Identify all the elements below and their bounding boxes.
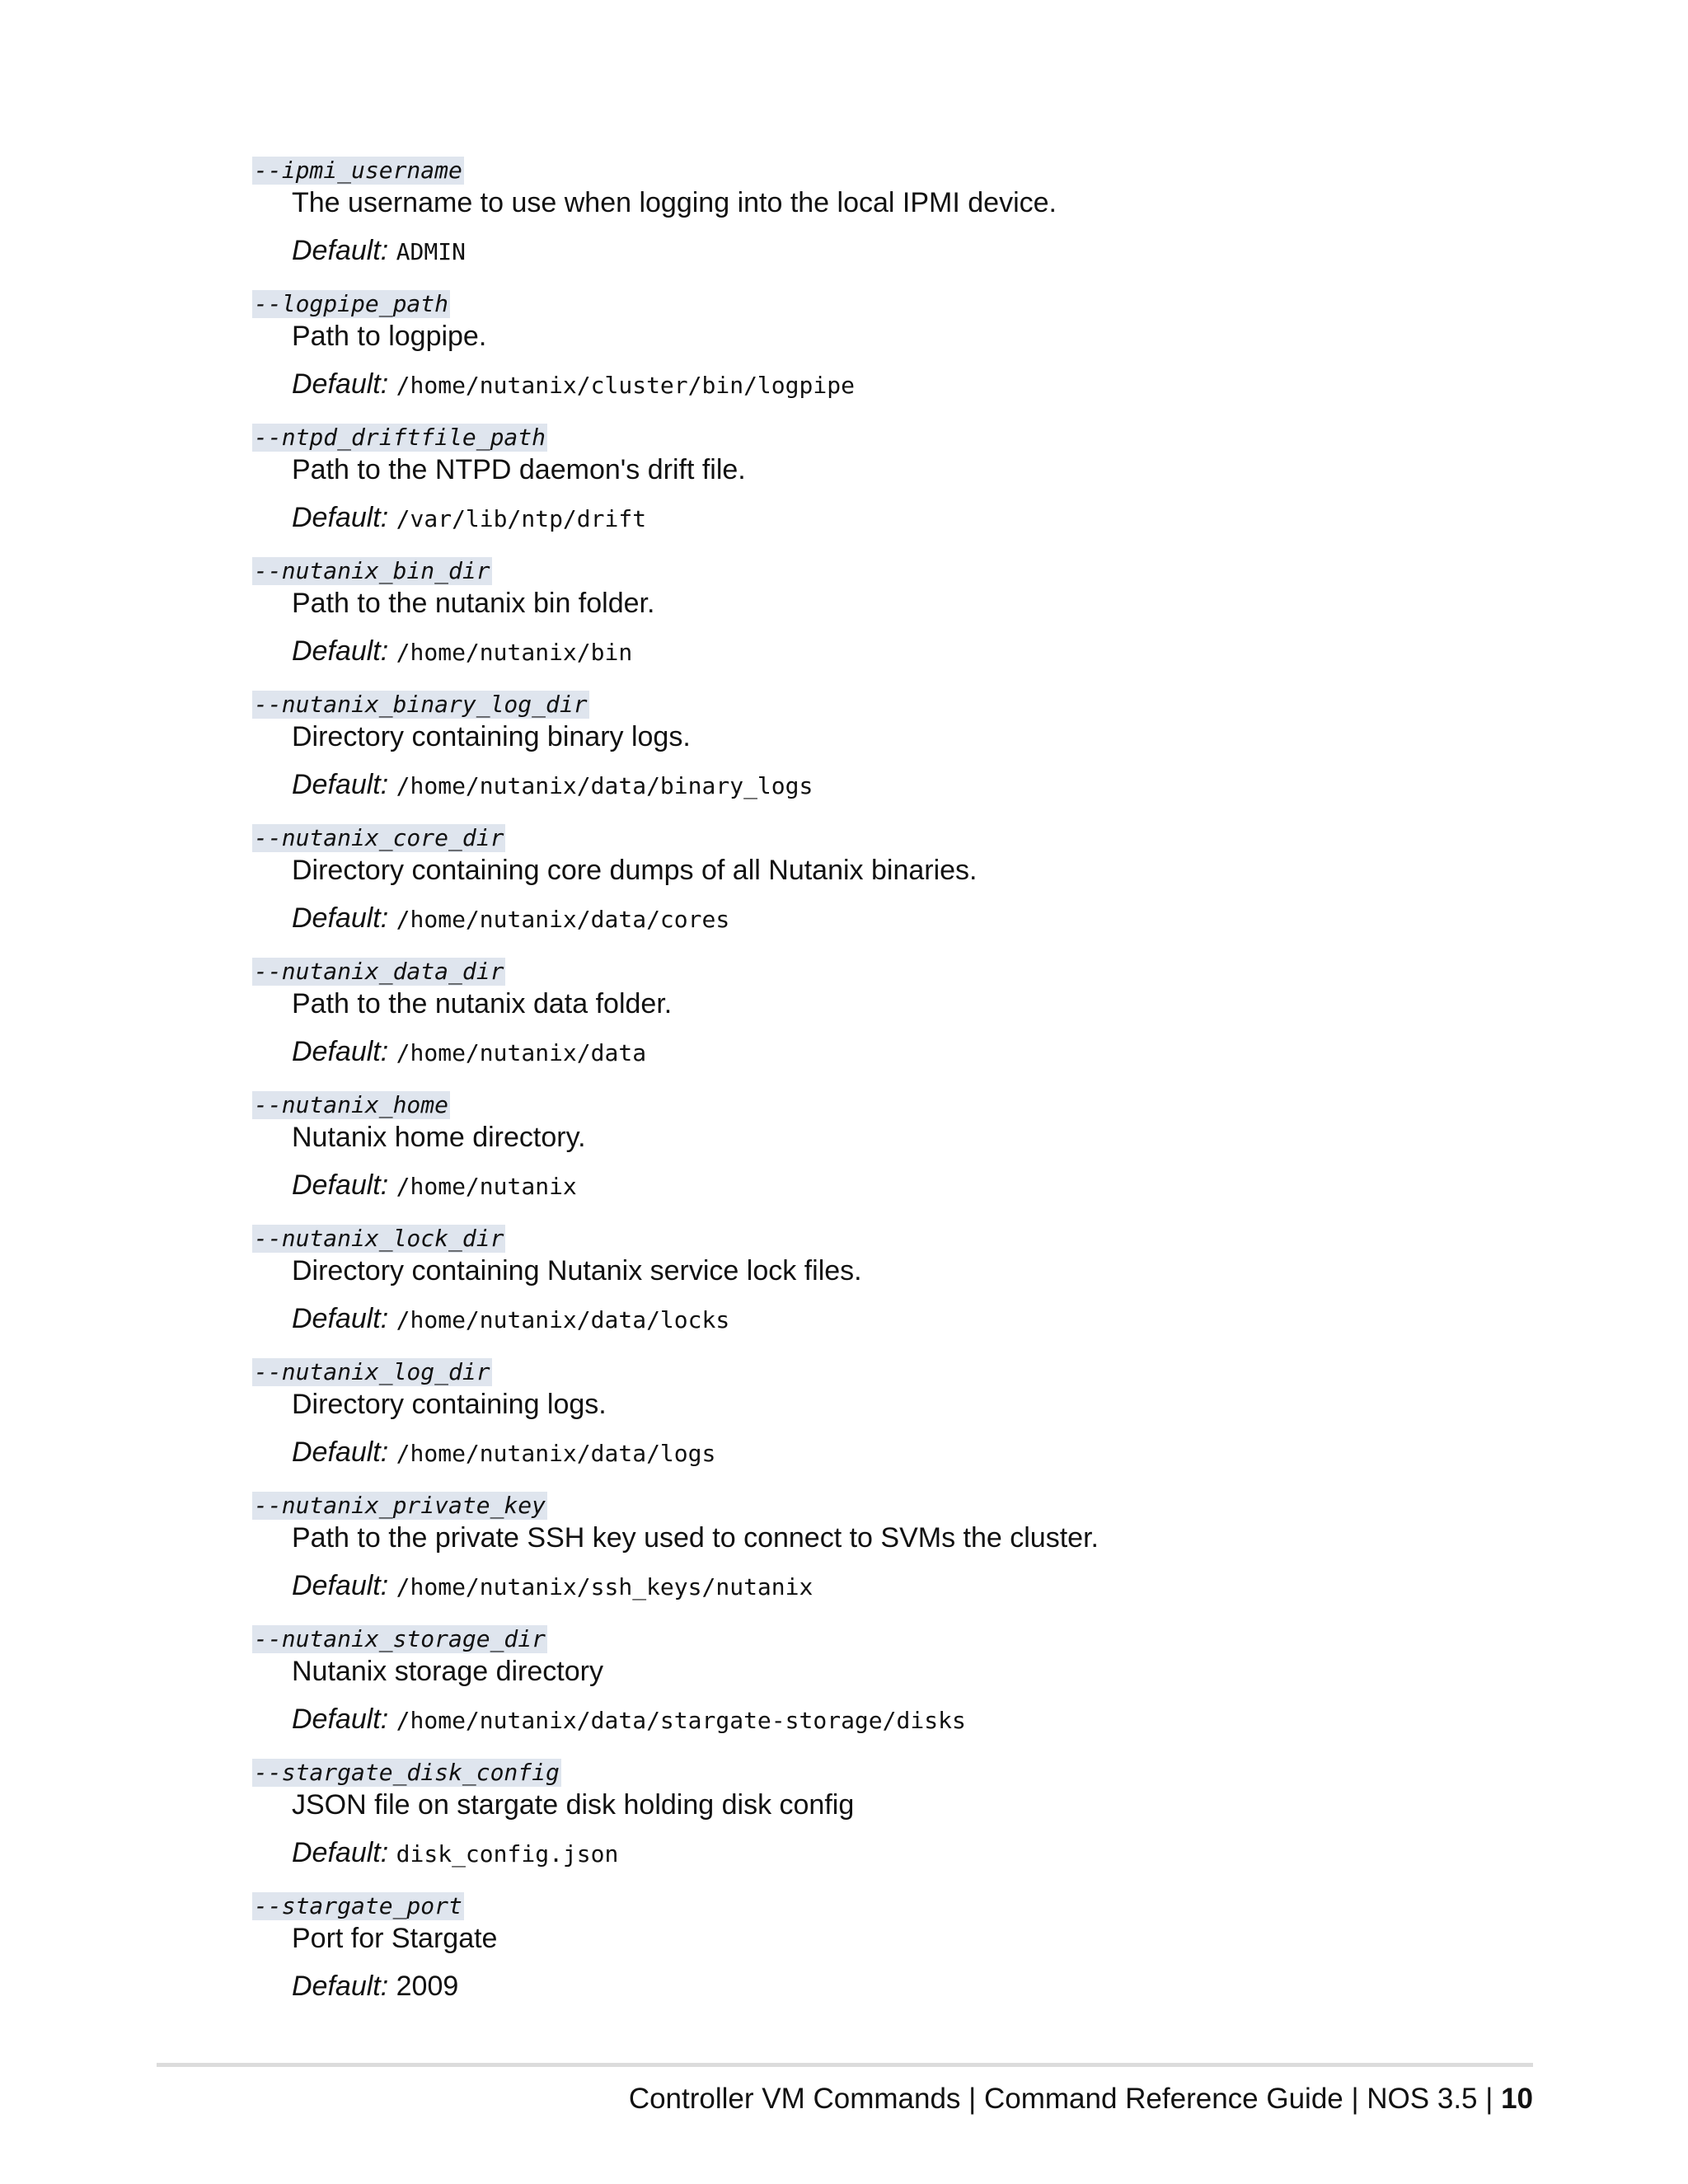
default-value: 2009 <box>396 1971 459 2002</box>
default-value: /home/nutanix/data/locks <box>396 1306 730 1333</box>
option-entry <box>252 691 1538 824</box>
default-value: /home/nutanix/data/stargate-storage/disks <box>396 1707 966 1734</box>
option-description: The username to use when logging into the local IPMI device. <box>292 187 1057 218</box>
option-flag: --nutanix_lock_dir <box>254 1225 504 1252</box>
option-flag: --nutanix_bin_dir <box>254 557 490 584</box>
default-value: /var/lib/ntp/drift <box>396 505 647 532</box>
default-value: /home/nutanix/ssh_keys/nutanix <box>396 1573 814 1601</box>
page-footer <box>629 2081 1533 2117</box>
option-default <box>292 1033 1538 1071</box>
default-value: /home/nutanix/bin <box>396 639 633 666</box>
option-flag: --ipmi_username <box>254 157 462 184</box>
option-description: Port for Stargate <box>292 1923 498 1954</box>
option-entry <box>252 824 1538 958</box>
option-default <box>292 1434 1538 1472</box>
default-value: /home/nutanix/data/binary_logs <box>396 772 814 799</box>
option-flag: --nutanix_storage_dir <box>254 1625 546 1652</box>
default-label: Default: <box>292 1704 389 1735</box>
option-description: Directory containing binary logs. <box>292 721 691 752</box>
default-label: Default: <box>292 1169 389 1201</box>
option-default <box>292 232 1538 270</box>
option-description: Directory containing Nutanix service lock files. <box>292 1255 862 1286</box>
option-entry <box>252 557 1538 691</box>
default-label: Default: <box>292 635 389 667</box>
option-description: Path to the private SSH key used to connect to SVMs the cluster. <box>292 1522 1099 1554</box>
default-value: /home/nutanix <box>396 1173 577 1200</box>
option-entry <box>252 424 1538 557</box>
option-entry <box>252 1225 1538 1358</box>
option-description: Directory containing logs. <box>292 1389 607 1420</box>
option-flag: --stargate_port <box>254 1892 462 1919</box>
option-list <box>252 157 1538 2026</box>
option-entry <box>252 1892 1538 2026</box>
footer-text: Controller VM Commands | Command Reference Guide | NOS 3.5 | <box>628 2083 1502 2115</box>
default-value: ADMIN <box>396 238 466 265</box>
option-flag: --nutanix_log_dir <box>254 1358 490 1385</box>
option-flag: --nutanix_private_key <box>254 1492 546 1519</box>
page-number: 10 <box>1501 2083 1533 2115</box>
option-entry <box>252 290 1538 424</box>
option-flag: --ntpd_driftfile_path <box>254 424 546 451</box>
option-default <box>292 766 1538 804</box>
option-entry <box>252 1625 1538 1759</box>
option-entry <box>252 1759 1538 1892</box>
option-flag: --stargate_disk_config <box>254 1759 560 1786</box>
option-description: Nutanix storage directory <box>292 1656 603 1687</box>
option-entry <box>252 1358 1538 1492</box>
default-label: Default: <box>292 902 389 934</box>
option-default <box>292 1167 1538 1205</box>
default-value: /home/nutanix/data <box>396 1039 647 1066</box>
footer-divider <box>157 2063 1533 2067</box>
option-entry <box>252 1091 1538 1225</box>
default-label: Default: <box>292 1971 389 2002</box>
option-default <box>292 1701 1538 1739</box>
option-entry <box>252 1492 1538 1625</box>
default-label: Default: <box>292 1837 389 1868</box>
default-label: Default: <box>292 769 389 800</box>
option-default <box>292 900 1538 938</box>
option-entry <box>252 157 1538 290</box>
option-default <box>292 1301 1538 1338</box>
option-entry <box>252 958 1538 1091</box>
option-description: Directory containing core dumps of all Nutanix binaries. <box>292 855 978 886</box>
option-flag: --nutanix_core_dir <box>254 824 504 851</box>
default-label: Default: <box>292 368 389 400</box>
option-default <box>292 633 1538 671</box>
default-label: Default: <box>292 502 389 533</box>
default-label: Default: <box>292 1036 389 1067</box>
option-default <box>292 1568 1538 1605</box>
option-description: Nutanix home directory. <box>292 1122 586 1153</box>
option-description: Path to logpipe. <box>292 321 487 352</box>
default-label: Default: <box>292 1303 389 1334</box>
default-label: Default: <box>292 1570 389 1601</box>
option-default <box>292 1968 1538 2004</box>
option-description: JSON file on stargate disk holding disk config <box>292 1789 855 1821</box>
default-value: disk_config.json <box>396 1840 619 1868</box>
option-default <box>292 1835 1538 1872</box>
option-description: Path to the nutanix data folder. <box>292 988 673 1019</box>
option-default <box>292 499 1538 537</box>
default-value: /home/nutanix/data/cores <box>396 906 730 933</box>
option-flag: --nutanix_data_dir <box>254 958 504 985</box>
default-value: /home/nutanix/data/logs <box>396 1440 716 1467</box>
option-flag: --logpipe_path <box>254 290 449 317</box>
option-flag: --nutanix_binary_log_dir <box>254 691 588 718</box>
option-default <box>292 366 1538 404</box>
default-label: Default: <box>292 1436 389 1468</box>
option-description: Path to the nutanix bin folder. <box>292 588 655 619</box>
option-flag: --nutanix_home <box>254 1091 449 1118</box>
option-description: Path to the NTPD daemon's drift file. <box>292 454 746 485</box>
default-label: Default: <box>292 235 389 266</box>
default-value: /home/nutanix/cluster/bin/logpipe <box>396 372 855 399</box>
